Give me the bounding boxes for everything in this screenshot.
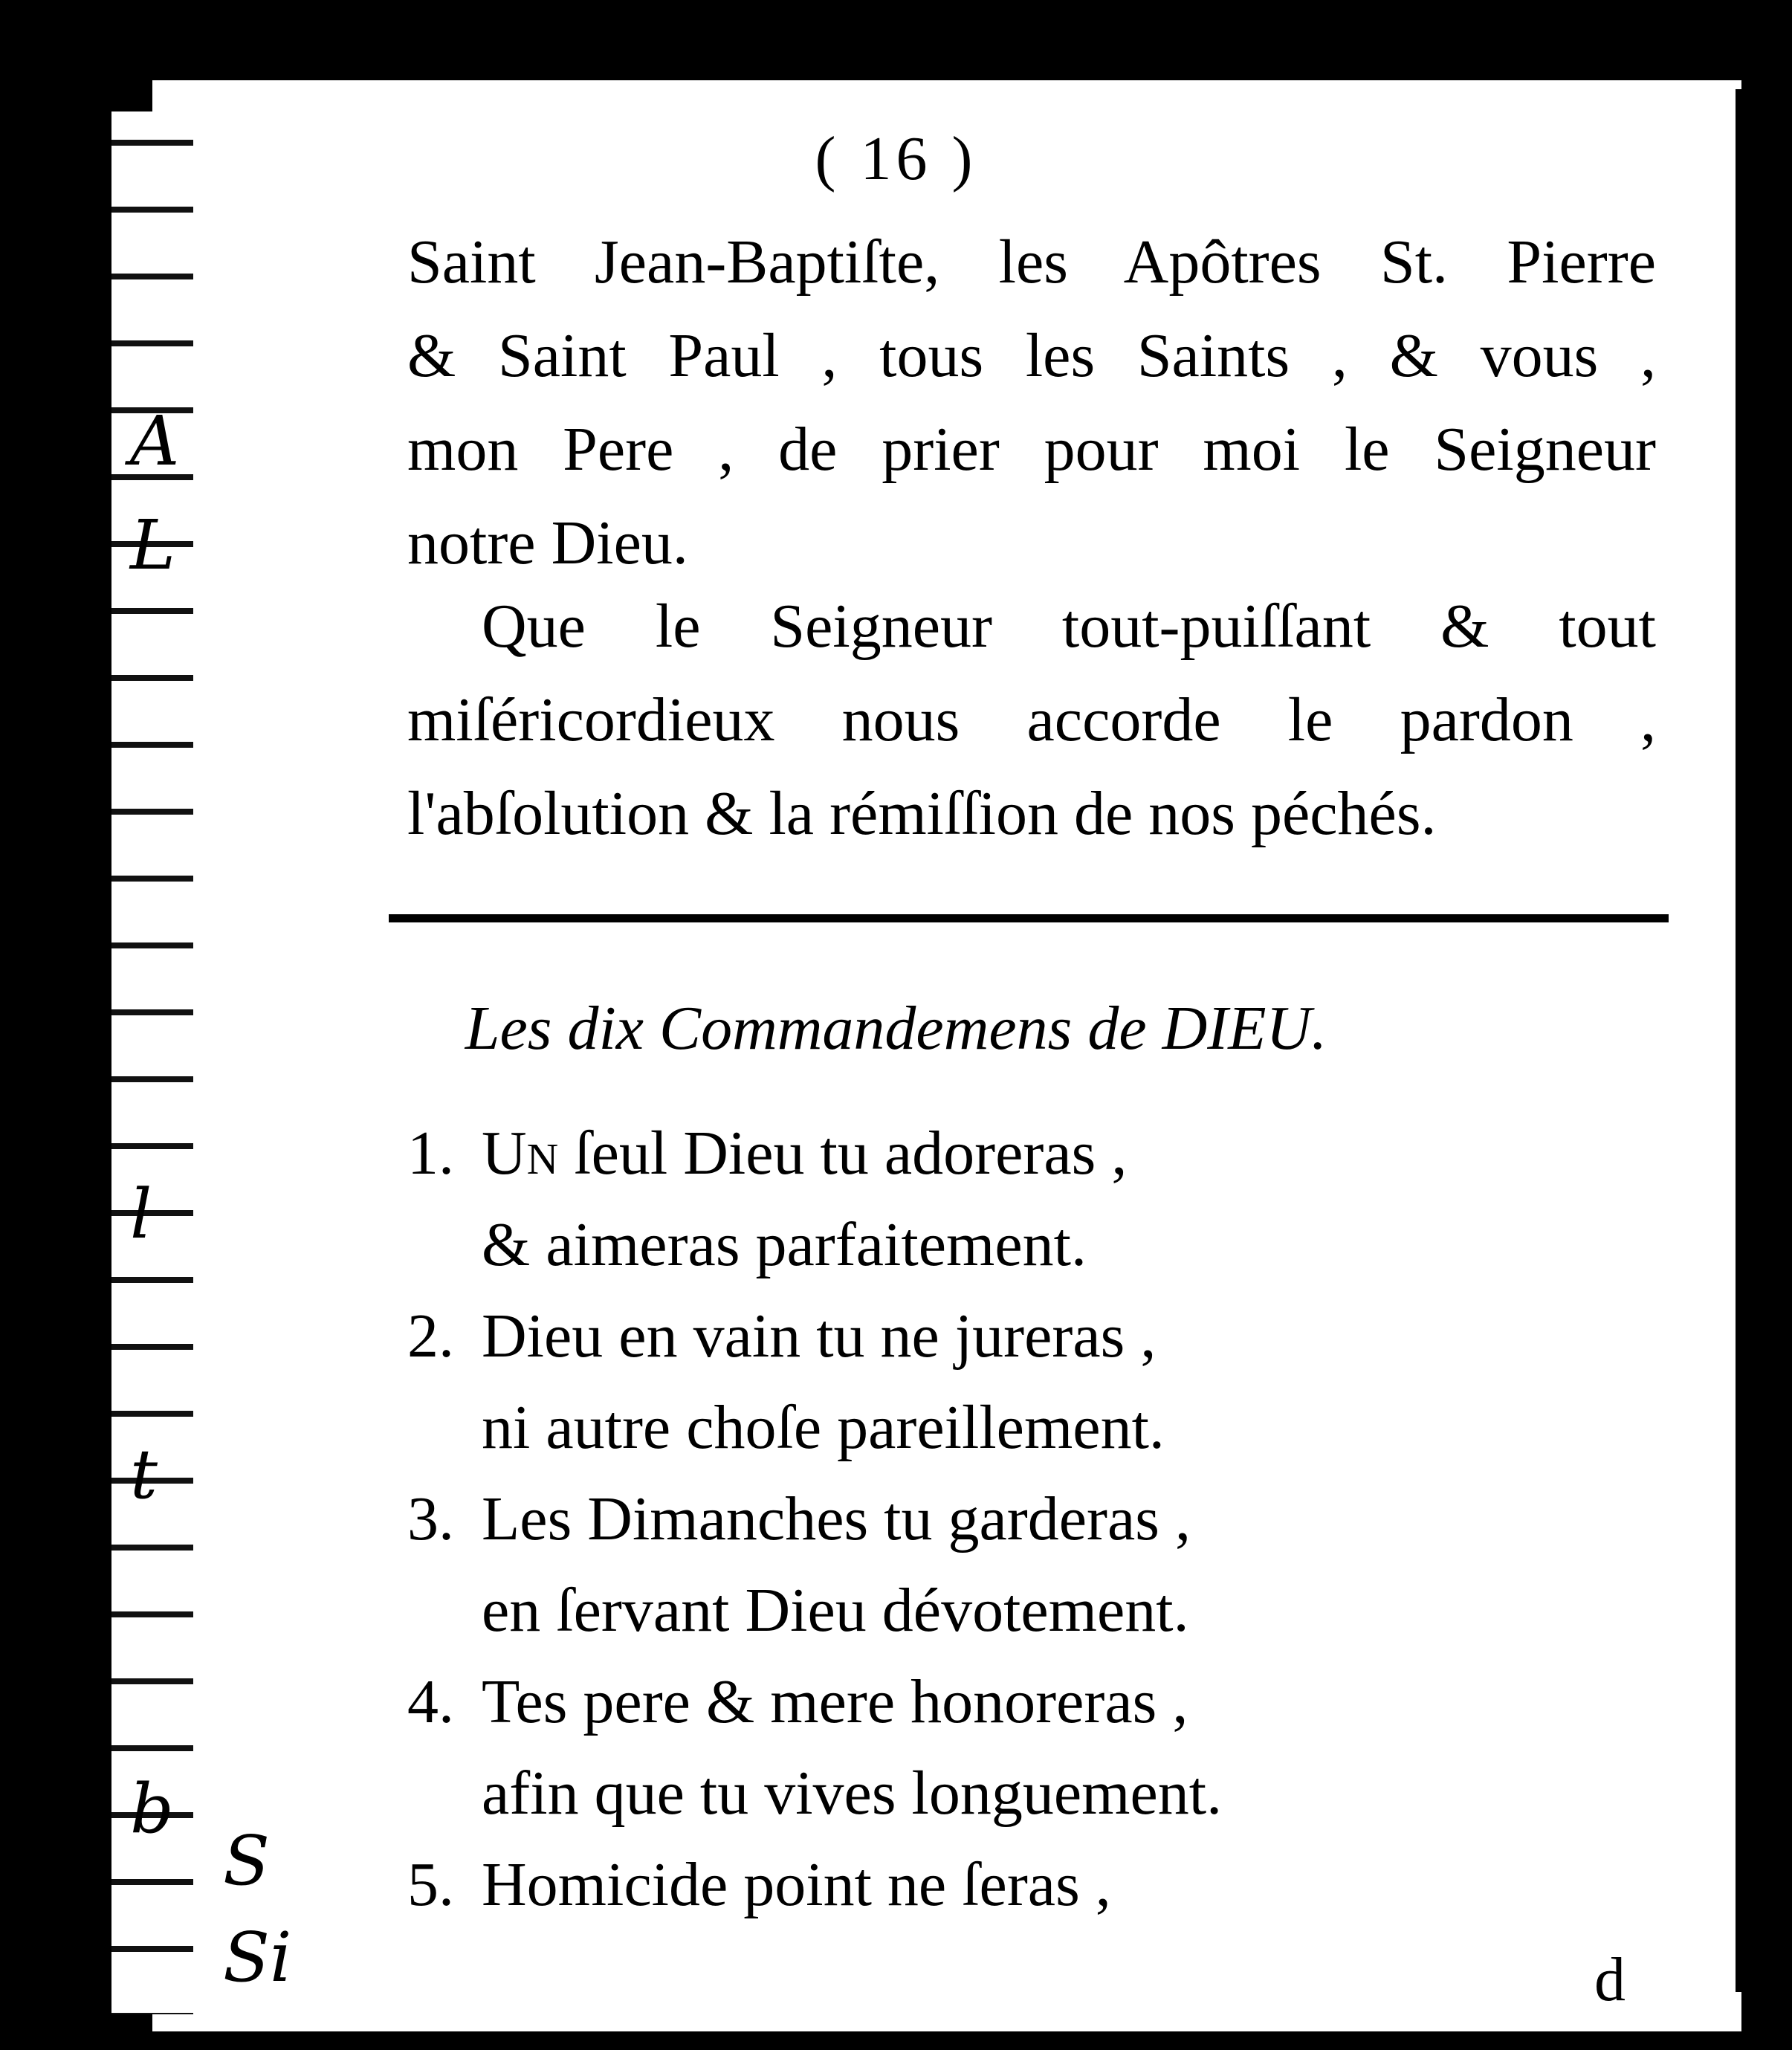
commandment-number: 1.: [407, 1119, 454, 1188]
facing-page-letter: l: [130, 1174, 152, 1254]
commandment-line-1: Dieu en vain tu ne jureras ,: [482, 1302, 1157, 1371]
facing-page-letter: b: [130, 1769, 174, 1849]
commandment-line-2: & aimeras parfaitement.: [482, 1210, 1087, 1279]
commandment-number: 3.: [407, 1484, 454, 1553]
page-number: ( 16 ): [815, 124, 977, 193]
facing-page-letter: S: [223, 1821, 271, 1901]
commandment-line-2: afin que tu vives longuement.: [482, 1759, 1223, 1828]
commandment-item: [407, 1656, 1522, 1839]
paragraph: [407, 580, 1656, 861]
commandment-line-1: ſeul Dieu tu adoreras ,: [558, 1119, 1128, 1188]
commandment-item: [407, 1839, 1522, 1930]
commandments-list: [407, 1108, 1522, 1930]
text-line: l'abſolution & la rémiſſion de nos péchés.: [407, 779, 1437, 848]
commandment-number: 5.: [407, 1850, 454, 1919]
text-line: Que le Seigneur tout-puiſſant & tout: [482, 592, 1656, 661]
facing-page-letter: t: [130, 1435, 158, 1514]
commandment-line-2: en ſervant Dieu dévotement.: [482, 1576, 1189, 1645]
facing-page-letter: A: [130, 401, 180, 481]
commandment-initial-word: Un: [482, 1119, 559, 1188]
text-line: & Saint Paul , tous les Saints , & vous ,: [407, 321, 1656, 390]
section-heading: Les dix Commandemens de DIEU.: [465, 994, 1327, 1063]
commandment-number: 2.: [407, 1302, 454, 1371]
commandment-item: [407, 1108, 1522, 1290]
commandment-item: [407, 1290, 1522, 1473]
text-line: miſéricordieux nous accorde le pardon ,: [407, 685, 1656, 754]
commandment-item: [407, 1473, 1522, 1656]
text-line: mon Pere , de prier pour moi le Seigneur: [407, 415, 1656, 484]
facing-page-letter: Si: [223, 1918, 292, 1997]
commandment-number: 4.: [407, 1667, 454, 1736]
text-line: Saint Jean-Baptiſte, les Apôtres St. Pierre: [407, 227, 1656, 297]
facing-page-letter: L: [130, 505, 176, 585]
section-divider-rule: [389, 914, 1669, 922]
commandment-line-1: Les Dimanches tu garderas ,: [482, 1484, 1191, 1553]
text-line: notre Dieu.: [407, 508, 688, 578]
commandment-line-2: ni autre choſe pareillement.: [482, 1393, 1165, 1462]
catchword: d: [1594, 1945, 1626, 2014]
commandment-line-1: Tes pere & mere honoreras ,: [482, 1667, 1188, 1736]
paragraph: [407, 216, 1656, 590]
commandment-line-1: Homicide point ne ſeras ,: [482, 1850, 1111, 1919]
